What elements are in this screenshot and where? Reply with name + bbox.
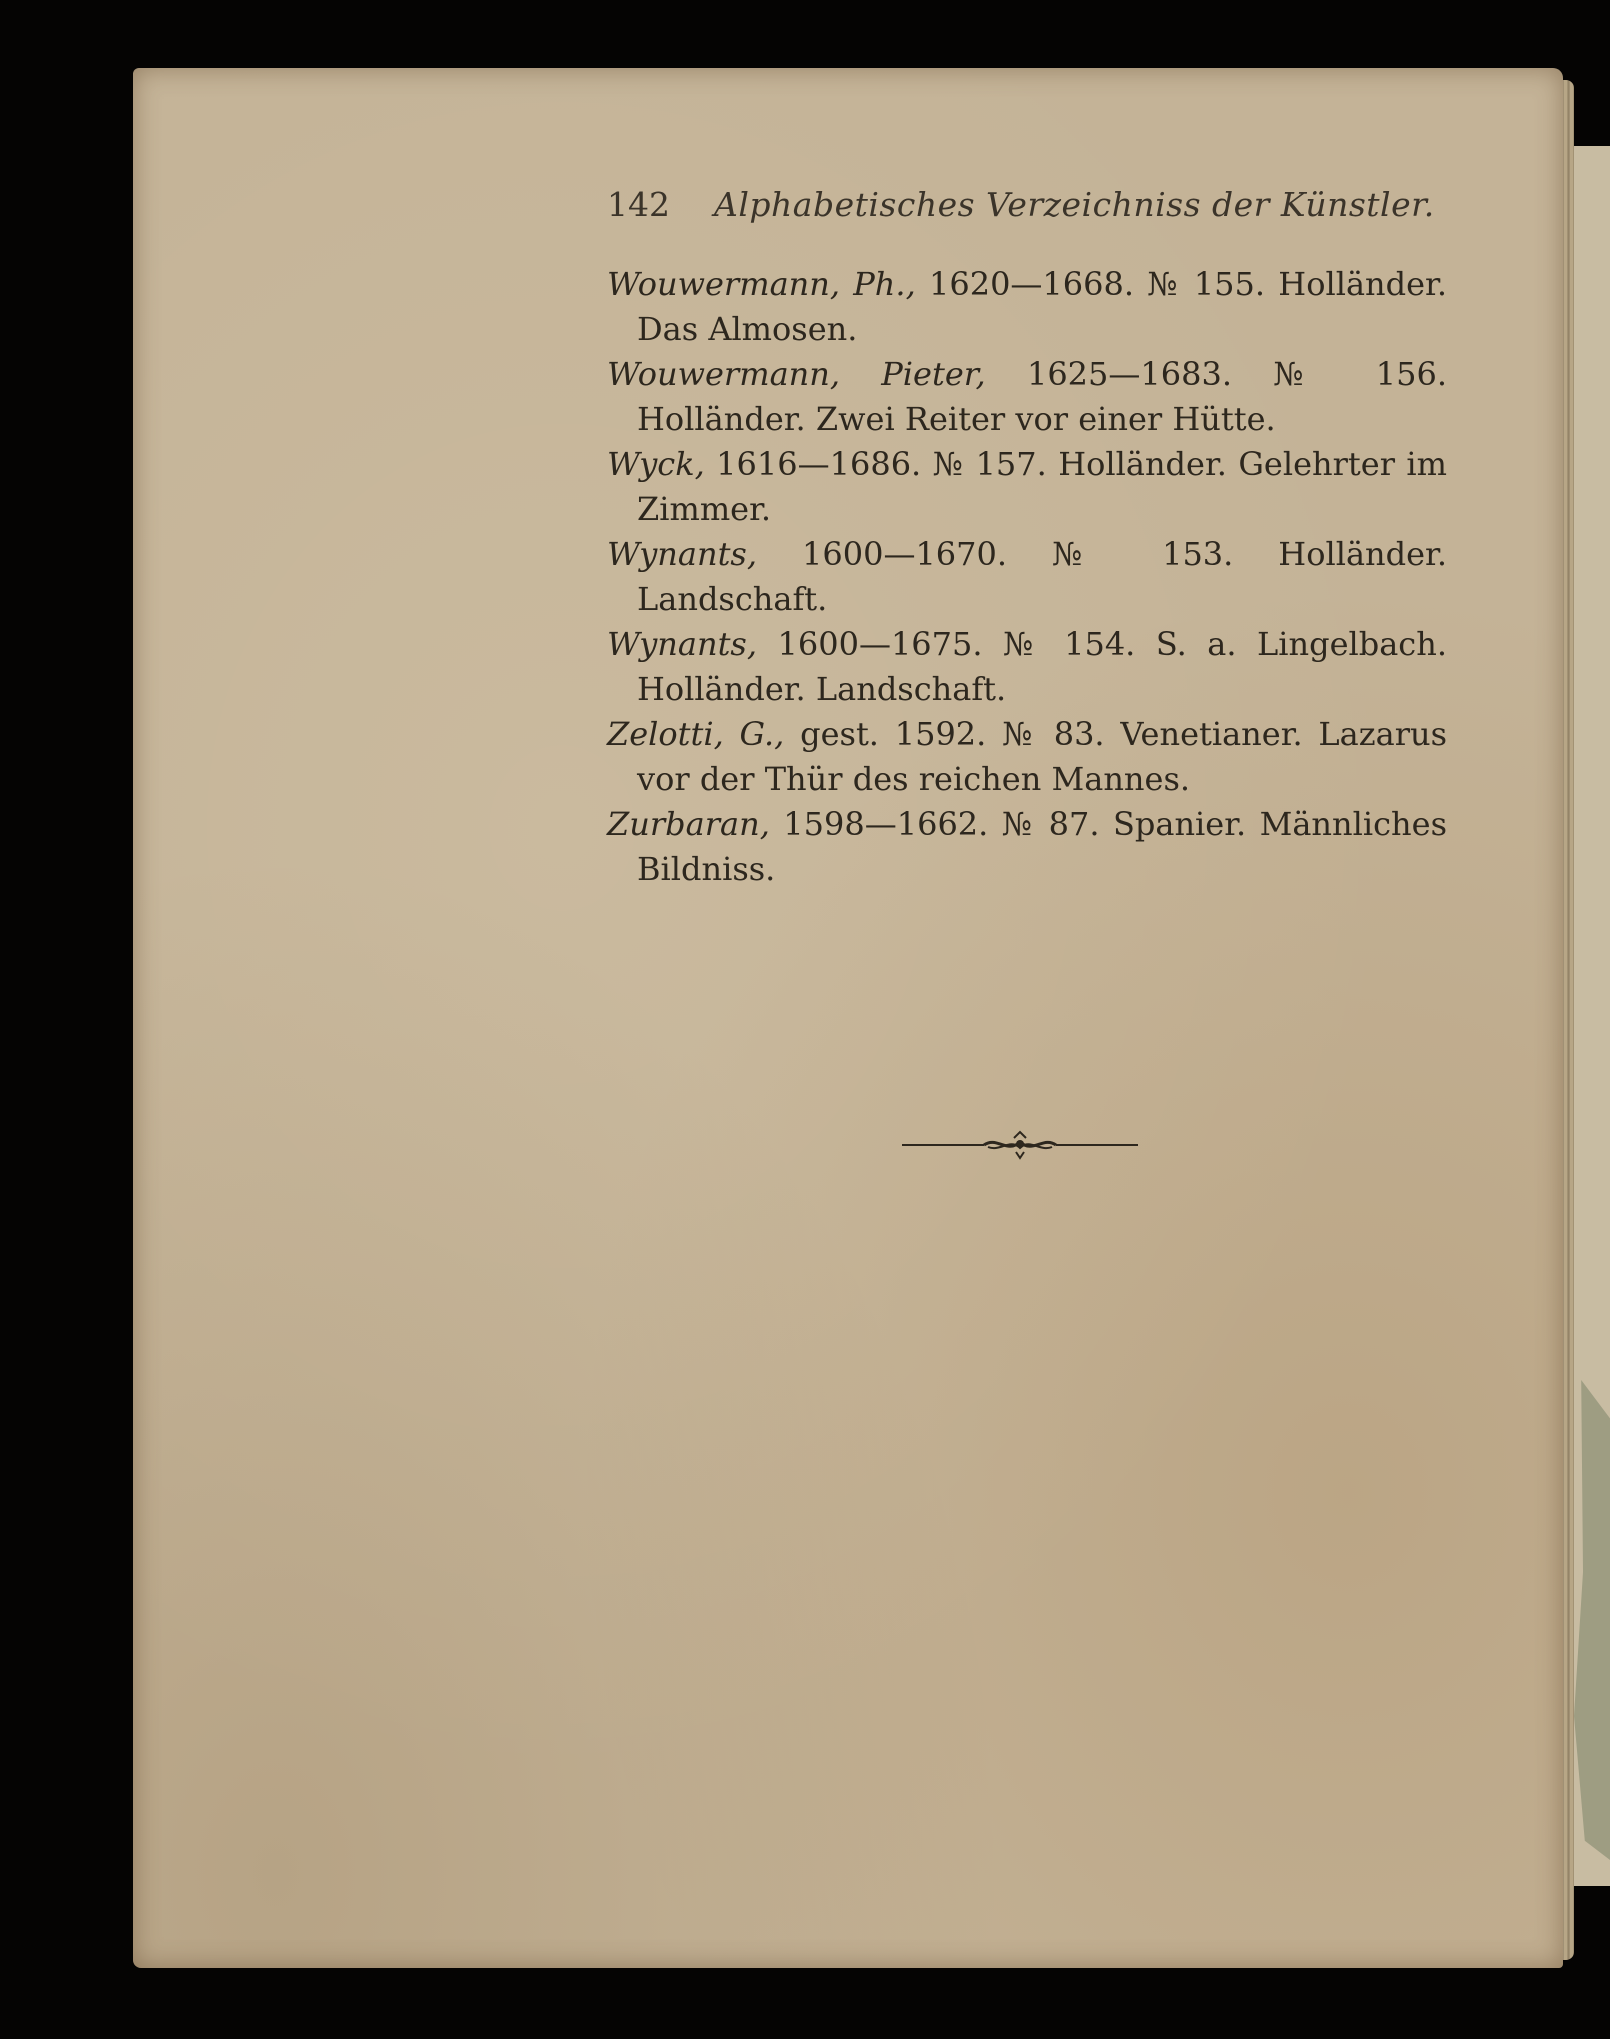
index-entry [607,262,1447,352]
page-header [607,185,1435,225]
entry-details: 1616—1686. № 157. Holländer. Gelehrter im Zimmer. [637,445,1448,528]
index-entry [607,712,1447,802]
entry-details: 1600—1670. № 153. Holländer. Landschaft. [637,535,1448,618]
artist-name: Wyck, [607,445,705,483]
artist-name: Wouwermann, Ph., [607,265,916,303]
entry-details: 1620—1668. № 155. Holländer. Das Almosen. [637,265,1448,348]
entry-details: 1600—1675. № 154. S. a. Lingelbach. Holländer. Landschaft. [637,625,1448,708]
artist-name: Wouwermann, Pieter, [607,355,986,393]
entry-details: 1625—1683. № 156. Holländer. Zwei Reiter vor einer Hütte. [637,355,1448,438]
index-entry [607,352,1447,442]
artist-name: Wynants, [607,535,758,573]
artist-name: Zelotti, G., [607,715,785,753]
index-entry [607,802,1447,892]
entry-details: 1598—1662. № 87. Spanier. Männliches Bildniss. [637,805,1448,888]
index-entry [607,442,1447,532]
artist-name: Wynants, [607,625,758,663]
page-number: 142 [607,185,670,224]
index-entry [607,622,1447,712]
artist-index-list [607,262,1447,892]
entry-details: gest. 1592. № 83. Venetianer. Lazarus vor der Thür des reichen Mannes. [637,715,1448,798]
vine-ornament-icon [902,1130,1138,1160]
running-title: Alphabetisches Verzeichniss der Künstler. [714,185,1435,224]
artist-name: Zurbaran, [607,805,770,843]
index-entry [607,532,1447,622]
